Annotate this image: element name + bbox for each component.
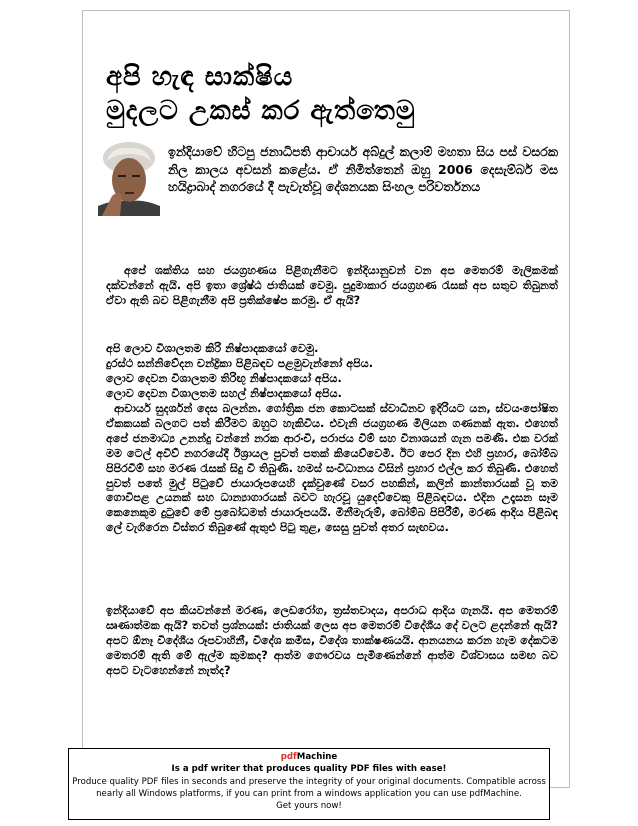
list-line: ලොව දෙවන විශාලතම තිරිඟු නිෂ්පාදකයෝ අපිය.	[106, 371, 342, 385]
banner-line-2: nearly all Windows platforms, if you can print from a windows application you can use pdfMachine.	[96, 788, 522, 799]
article-title-line-1: අපි හැඳ සාක්ෂිය	[106, 62, 294, 92]
banner-tagline: Is a pdf writer that produces quality PDF files with ease!	[171, 764, 447, 775]
paragraph-2	[106, 342, 558, 402]
banner-brand	[69, 751, 549, 763]
list-line: අපි ලොව විශාලතම කිරි නිෂ්පාදකයෝ වෙමු.	[106, 342, 319, 355]
paragraph-4: ඉන්දියාවේ අප කියවන්නේ මරණ, ලෙඩරෝග, ත්‍රස්තවාදය, අපරාධ ආදිය ගැනයි. අප මෙතරම් ඍණාත්මක ඇයි? තවත් ප්‍රශ්නයක්: ජාතියක් ලෙස අප මෙතරම් විදේශීය දේ වලට ළදන්නේ ඇයි? අපට ඕනෑ විදේශීය රූපවාහිනී, විදේශ කමිස, විදේශ තාක්ෂණයයි. ආනයනය කරන හැම දේකටම මෙතරම් ඇති මේ ඇල්ම කුමකද? ආත්ම ගෞරවය පැමිණෙන්නේ ආත්ම විශ්වාසය සමඟ බව අපට වැටහෙන්නේ නැත්ද?	[106, 604, 558, 677]
banner-line-3: Get yours now!	[276, 801, 342, 812]
list-line: ලොව දෙවන විශාලතම සහල් නිෂ්පාදකයෝ අපිය.	[106, 386, 342, 400]
paragraph-3: ආචාර්ය සුදර්ශන් දෙස බලන්න. ගෝත්‍රික ජන කොටසක් ස්වාධීනව ඉදිරියට යන, ස්වයංපෝෂිත ඒකකයක් බලගට පත් කිරීමට ඔහුට හැකිවිය. එවැනි ජයග්‍රහණ මිලියන ගණනක් ඇත. එහෙත් අපේ ජනමාධ්‍ය උනන්දු වන්නේ නරක ආරංචි, පරාජය විම් සහ විනාශයන් ගැන පමණි. එක වරක් මම ටෙල් අවිව් නගරයේදී ඊශ්‍රායල පුවත් පතක් කියෙව්වෙමි. ඊට පෙර දින එහි ප්‍රහාර, බෝම්බ පිපිරවීම් සහ මරණ රැසක් සිදු වී තිබුණි. හමස් සංවිධානය විසින් ප්‍රහාර එල්ල කර තිබුණි. එහෙත් පුවත් පතේ මුල් පිටුවේ ජායාරූපයෙහි දැක්වුණේ වසර පහකින්, කලින් කාන්තාරයක් වූ තම ගොවිපළ උයනක් සහ ධාන්‍යාගාරයක් බවට හැරවූ යුදෙව්වෙකු පිළිබඳවය. එදින උදෑසන සෑම කෙනෙකුම දුටුවේ මේ ප්‍රබෝධමත් ජායාරූපයයි. මිනීමැරුම්, බෝම්බ පිපිරීම්, මරණ ආදිය පිළිබඳ ලේ වැගිරෙන විස්තර තිබුණේ ඇතුළු පිටු තුළ, සෙසු පුවත් අතර සැඟවය.	[106, 402, 558, 535]
banner-line-1: Produce quality PDF files in seconds and preserve the integrity of your original documents. Compatible across	[72, 776, 546, 787]
article-intro: ඉන්දියාවේ හිටපු ජනාධිපති ආචාර්ය අබ්දුල් කලාම් මහතා සිය පස් වසරක නිල කාලය අවසන් කළේය. ඒ නිමිත්තෙන් ඔහු 2006 දෙසැම්බර් මස හයිද්‍රාබාද් නගරයේ දී පැවැත්වූ දේශනයක සිංහල පරිවර්තනය	[168, 144, 558, 194]
banner-brand-suffix: Machine	[296, 752, 338, 762]
list-line: දුරස්ථ සන්නිවේදන චන්ද්‍රිකා පිළිබඳව පළමුවැන්නෝ අපිය.	[106, 356, 374, 370]
portrait-image	[98, 140, 160, 216]
article-title-line-2: මුදලට උකස් කර ඇත්තෙමු	[106, 96, 416, 126]
paragraph-1: අපේ ශක්තිය සහ ජයග්‍රහණය පිළිගැනීමට ඉන්දියානුවන් වන අප මෙතරම් මැලිකමක් දක්වන්නේ ඇයි. අපි ඉතා ශ්‍රේෂ්ඨ ජාතියක් වෙමු. පුදුමාකාර ජයග්‍රහණ රැසක් අප සතුව තිබුනත් ඒවා ඇති බව පිළිගැනීම අපි ප්‍රතික්ෂේප කරමු. ඒ ඇයි?	[106, 264, 558, 307]
banner-brand-prefix: pdf	[280, 752, 297, 762]
pdfmachine-banner[interactable]	[68, 748, 550, 820]
portrait-photo	[98, 140, 160, 216]
